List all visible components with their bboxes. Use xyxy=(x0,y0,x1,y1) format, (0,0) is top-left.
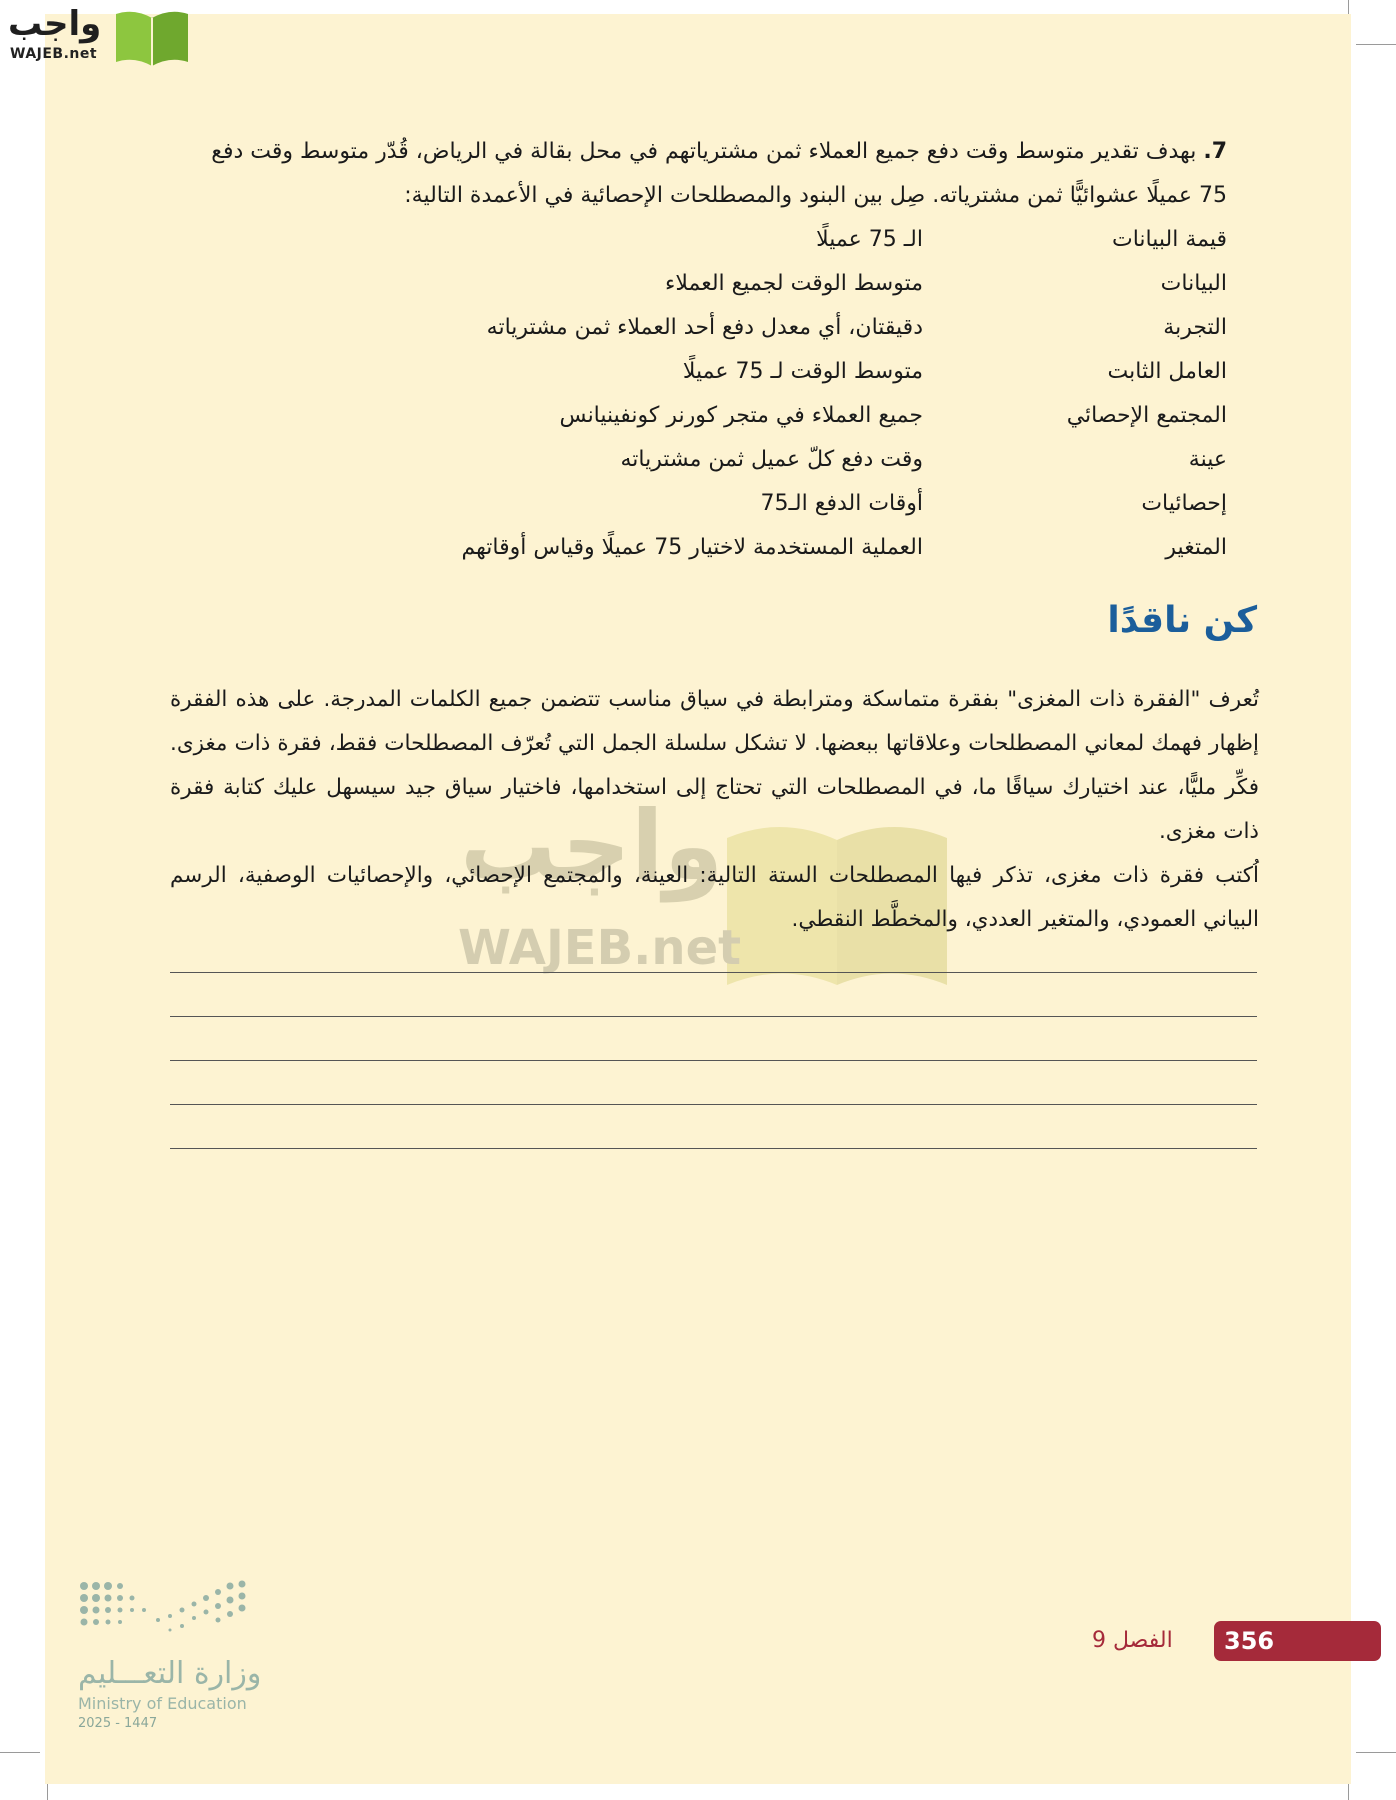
question-line xyxy=(170,130,1227,174)
question-text: بهدف تقدير متوسط وقت دفع جميع العملاء ثمن مشترياتهم في محل بقالة في الرياض، قُدّر متوسط وقت دفع xyxy=(211,139,1197,164)
question-number: 7. xyxy=(1203,139,1227,164)
watermark-text: واجب xyxy=(460,790,724,902)
page-number-badge xyxy=(1214,1621,1381,1661)
term: المجتمع الإحصائي xyxy=(1066,403,1227,428)
definition: الـ 75 عميلًا xyxy=(816,227,923,252)
term: قيمة البيانات xyxy=(1112,227,1227,252)
writing-line[interactable] xyxy=(170,1104,1257,1105)
chapter-label: الفصل 9 xyxy=(1092,1628,1173,1653)
section-heading: كن ناقدًا xyxy=(1107,600,1257,641)
writing-line[interactable] xyxy=(170,1148,1257,1149)
ministry-name-en: Ministry of Education xyxy=(78,1694,247,1713)
ministry-logo xyxy=(78,1580,262,1731)
question-line: 75 عميلًا عشوائيًّا ثمن مشترياته. صِل بين البنود والمصطلحات الإحصائية في الأعمدة التالية: xyxy=(404,183,1227,208)
paragraph: تُعرف "الفقرة ذات المغزى" بفقرة متماسكة ومترابطة في سياق مناسب تتضمن جميع الكلمات المدرجة. على هذه الفقرة إظهار فهمك لمعاني المصطلحات وعلاقاتها ببعضها. لا تشكل سلسلة الجمل التي تُعرّف المصطلحات فقط، فقرة ذات مغزى. فكِّر مليًّا، عند اختيارك سياقًا ما، في المصطلحات التي تحتاج إلى استخدامها، فاختيار سياق جيد سيسهل عليك كتابة فقرة ذات مغزى. xyxy=(170,687,1259,844)
ministry-emblem-icon xyxy=(78,1580,248,1640)
match-row xyxy=(170,262,1227,306)
ministry-name-ar: وزارة التعـــليم xyxy=(78,1656,262,1691)
wajeb-logo[interactable] xyxy=(8,4,188,70)
definition: وقت دفع كلّ عميل ثمن مشترياته xyxy=(620,447,923,472)
match-row xyxy=(170,526,1227,570)
crop-mark xyxy=(1356,44,1396,45)
book-icon xyxy=(112,8,192,68)
match-row xyxy=(170,218,1227,262)
question-7 xyxy=(170,130,1227,218)
critical-text xyxy=(170,678,1259,942)
term: المتغير xyxy=(1165,535,1227,560)
definition: جميع العملاء في متجر كورنر كونفينيانس xyxy=(559,403,923,428)
term: العامل الثابت xyxy=(1107,359,1227,384)
logo-text: واجب xyxy=(8,4,102,44)
crop-mark xyxy=(1356,1752,1396,1753)
match-row xyxy=(170,394,1227,438)
definition: أوقات الدفع الـ75 xyxy=(760,491,923,516)
match-row xyxy=(170,306,1227,350)
match-row xyxy=(170,438,1227,482)
term: عينة xyxy=(1188,447,1227,472)
writing-line[interactable] xyxy=(170,972,1257,973)
definition: متوسط الوقت لجميع العملاء xyxy=(665,271,923,296)
term: التجربة xyxy=(1163,315,1227,340)
ministry-year: 2025 - 1447 xyxy=(78,1716,158,1731)
definition: متوسط الوقت لـ 75 عميلًا xyxy=(682,359,923,384)
definition: العملية المستخدمة لاختيار 75 عميلًا وقياس أوقاتهم xyxy=(461,535,923,560)
logo-subtext: WAJEB.net xyxy=(10,46,98,62)
term: البيانات xyxy=(1160,271,1227,296)
page-number: 356 xyxy=(1224,1627,1275,1655)
term: إحصائيات xyxy=(1141,491,1227,516)
writing-line[interactable] xyxy=(170,1060,1257,1061)
paragraph: اُكتب فقرة ذات مغزى، تذكر فيها المصطلحات الستة التالية: العينة، والمجتمع الإحصائي، والإحصائيات الوصفية، الرسم البياني العمودي، والمتغير العددي، والمخطَّط النقطي. xyxy=(170,863,1259,932)
crop-mark xyxy=(0,1752,40,1753)
watermark-subtext: WAJEB.net xyxy=(458,920,742,976)
definition: دقيقتان، أي معدل دفع أحد العملاء ثمن مشترياته xyxy=(486,315,923,340)
match-row xyxy=(170,482,1227,526)
match-row xyxy=(170,350,1227,394)
writing-line[interactable] xyxy=(170,1016,1257,1017)
